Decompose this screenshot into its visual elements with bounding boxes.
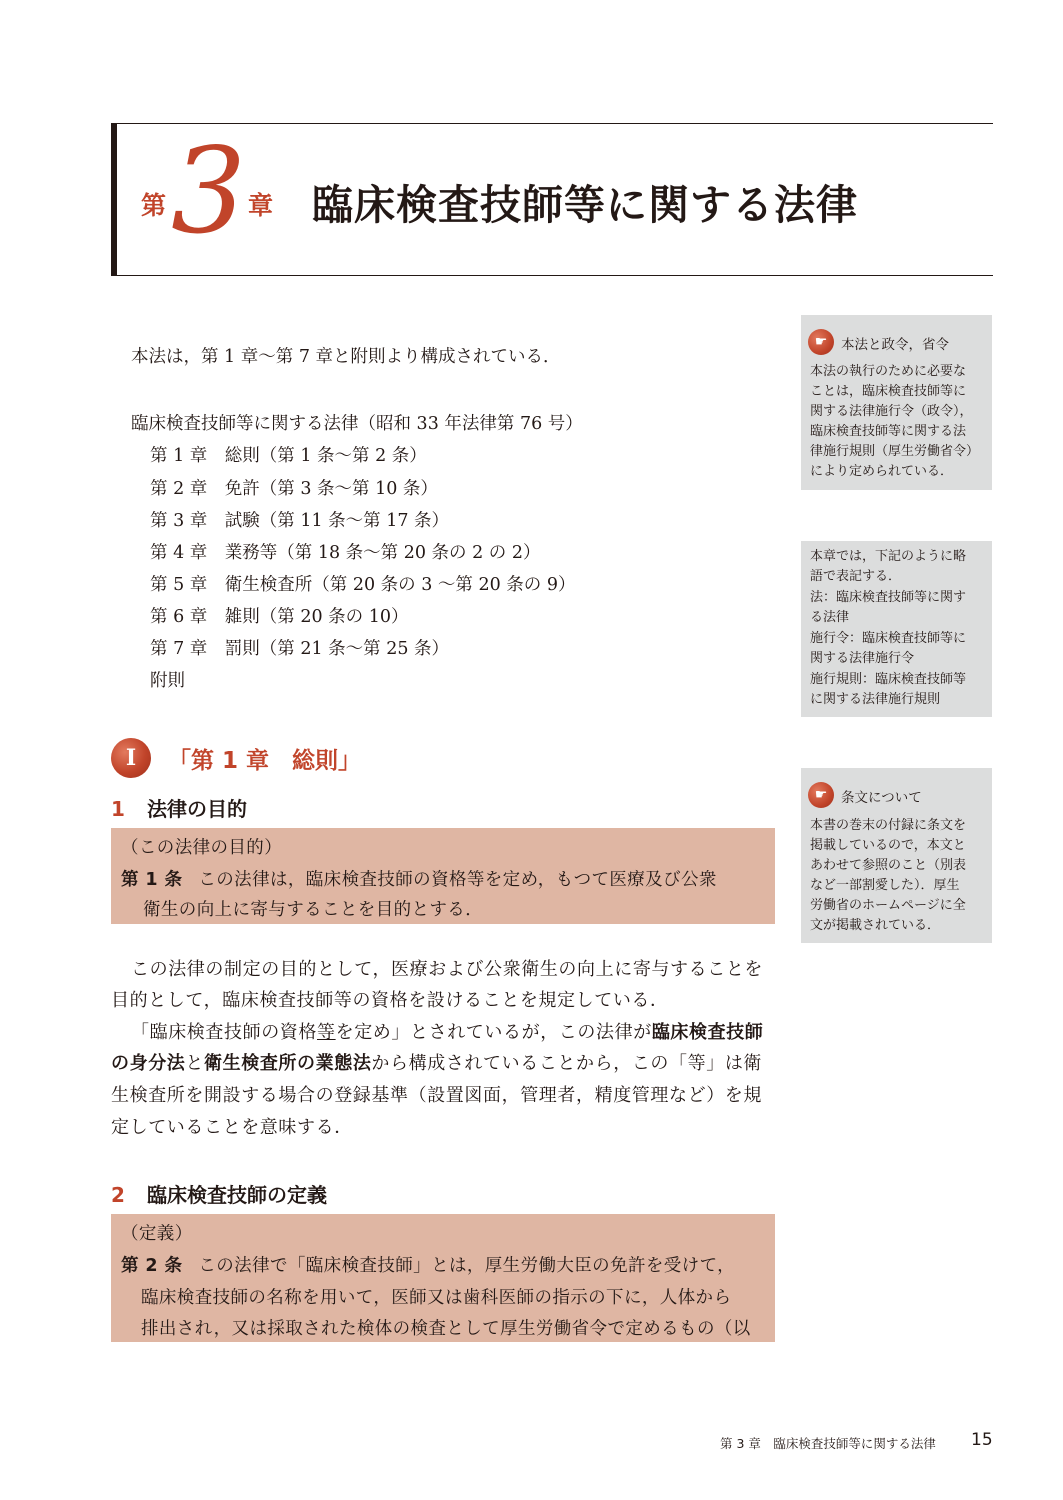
subsection-number: 1: [111, 797, 125, 821]
chapter-number: 3: [171, 122, 247, 260]
underlined-text: 等: [317, 1022, 336, 1043]
article-caption: （この法律の目的）: [121, 838, 283, 858]
article-caption: （定義）: [121, 1224, 193, 1244]
chapter-header: [111, 123, 993, 276]
sidebar-note-line: 労働省のホームページに全: [810, 898, 966, 913]
sidebar-note-law-ordinance: [801, 315, 992, 490]
sidebar-note-line: 本章では，下記のように略: [810, 549, 967, 564]
chapter-list-item: 附則: [150, 671, 185, 691]
bold-text: 臨床検査技師: [651, 1022, 764, 1043]
pointing-hand-icon: ☛: [808, 329, 834, 355]
article-text: この法律で「臨床検査技師」とは，厚生労働大臣の免許を受けて，: [198, 1256, 736, 1276]
subsection-heading-1: [111, 793, 247, 822]
subsection-title: 法律の目的: [147, 797, 247, 821]
chapter-title: 臨床検査技師等に関する法律: [312, 181, 858, 229]
sidebar-note-abbreviations: [801, 541, 992, 717]
article-box-1: [111, 828, 775, 924]
intro-text: 本法は，第 1 章〜第 7 章と附則より構成されている．: [131, 347, 561, 367]
article-text: この法律は，臨床検査技師の資格等を定め，もつて医療及び公衆: [198, 870, 717, 890]
sidebar-note-line: 掲載しているので，本文と: [810, 838, 966, 853]
chapter-prefix: 第: [141, 191, 167, 220]
sidebar-note-line: あわせて参照のこと（別表: [810, 858, 967, 873]
sidebar-note-line: る法律: [810, 610, 850, 625]
subsection-heading-2: [111, 1179, 327, 1208]
body-text: [111, 1049, 762, 1075]
running-footer-title: 第 3 章 臨床検査技師等に関する法律: [720, 1436, 936, 1451]
article-line: 衛生の向上に寄与することを目的とする．: [143, 900, 484, 920]
sidebar-note-articles: [801, 768, 992, 943]
chapter-list-item: 第 3 章 試験（第 11 条〜第 17 条）: [150, 511, 450, 531]
subsection-title: 臨床検査技師の定義: [147, 1183, 327, 1207]
chapter-list-item: 第 6 章 雑則（第 20 条の 10）: [150, 607, 409, 627]
chapter-list-item: 第 4 章 業務等（第 18 条〜第 20 条の 2 の 2）: [150, 543, 541, 563]
body-text: 生検査所を開設する場合の登録基準（設置図面，管理者，精度管理など）を規: [111, 1085, 762, 1106]
sidebar-note-line: により定められている．: [810, 464, 954, 479]
subsection-number: 2: [111, 1183, 125, 1207]
sidebar-note-line: 施行規則：臨床検査技師等: [810, 672, 967, 687]
sidebar-note-line: ことは，臨床検査技師等に: [810, 384, 967, 399]
sidebar-note-line: 本法の執行のために必要な: [810, 364, 967, 379]
body-text: 目的として，臨床検査技師等の資格を設けることを規定している．: [111, 990, 669, 1011]
sidebar-note-line: 法：臨床検査技師等に関す: [810, 590, 967, 605]
body-segment: から構成されていることから，この「等」は衛: [371, 1053, 763, 1074]
section-number-icon: I: [111, 738, 151, 778]
sidebar-note-title: 条文について: [841, 790, 922, 806]
pointing-hand-icon: ☛: [808, 782, 834, 808]
sidebar-note-line: に関する法律施行規則: [810, 692, 941, 707]
article-label: 第 1 条: [121, 870, 183, 890]
sidebar-note-line: 本書の巻末の付録に条文を: [810, 818, 967, 833]
sidebar-note-line: 文が掲載されている．: [810, 918, 941, 933]
article-label: 第 2 条: [121, 1256, 183, 1276]
chapter-list-item: 第 1 章 総則（第 1 条〜第 2 条）: [150, 446, 427, 466]
page-number: 15: [971, 1430, 993, 1450]
bold-text: の身分法: [111, 1053, 186, 1074]
sidebar-note-line: 施行令：臨床検査技師等に: [810, 631, 967, 646]
article-line: [121, 1252, 735, 1277]
chapter-list-item: 第 2 章 免許（第 3 条〜第 10 条）: [150, 479, 438, 499]
article-box-2: [111, 1214, 775, 1342]
sidebar-note-line: 語で表記する．: [810, 569, 902, 584]
sidebar-note-line: 律施行規則（厚生労働省令）: [810, 444, 980, 459]
chapter-list-item: 第 7 章 罰則（第 21 条〜第 25 条）: [150, 639, 450, 659]
body-segment: を定め」とされているが，この法律が: [335, 1022, 652, 1043]
section-title: 「第 1 章 総則」: [168, 748, 362, 774]
article-line: 排出され，又は採取された検体の検査として厚生労働省令で定めるもの（以: [141, 1319, 751, 1339]
chapter-bar: [111, 124, 117, 275]
law-name: 臨床検査技師等に関する法律（昭和 33 年法律第 76 号）: [131, 414, 583, 434]
body-text: この法律の制定の目的として，医療および公衆衛生の向上に寄与することを: [131, 959, 764, 980]
chapter-list-item: 第 5 章 衛生検査所（第 20 条の 3 〜第 20 条の 9）: [150, 575, 576, 595]
body-text: [131, 1018, 763, 1044]
sidebar-note-title: 本法と政令，省令: [841, 337, 949, 353]
body-segment: 「臨床検査技師の資格: [131, 1022, 317, 1043]
article-line: 臨床検査技師の名称を用いて，医師又は歯科医師の指示の下に，人体から: [141, 1288, 732, 1308]
sidebar-note-line: 臨床検査技師等に関する法: [810, 424, 967, 439]
body-text: 定していることを意味する．: [111, 1117, 353, 1138]
chapter-suffix: 章: [248, 191, 274, 220]
body-segment: と: [185, 1053, 205, 1074]
bold-text: 衛生検査所の業態法: [204, 1053, 372, 1074]
sidebar-note-line: など一部割愛した）．厚生: [810, 878, 960, 893]
sidebar-note-line: 関する法律施行令: [810, 651, 915, 666]
article-line: [121, 866, 717, 891]
sidebar-note-line: 関する法律施行令（政令），: [810, 404, 973, 419]
